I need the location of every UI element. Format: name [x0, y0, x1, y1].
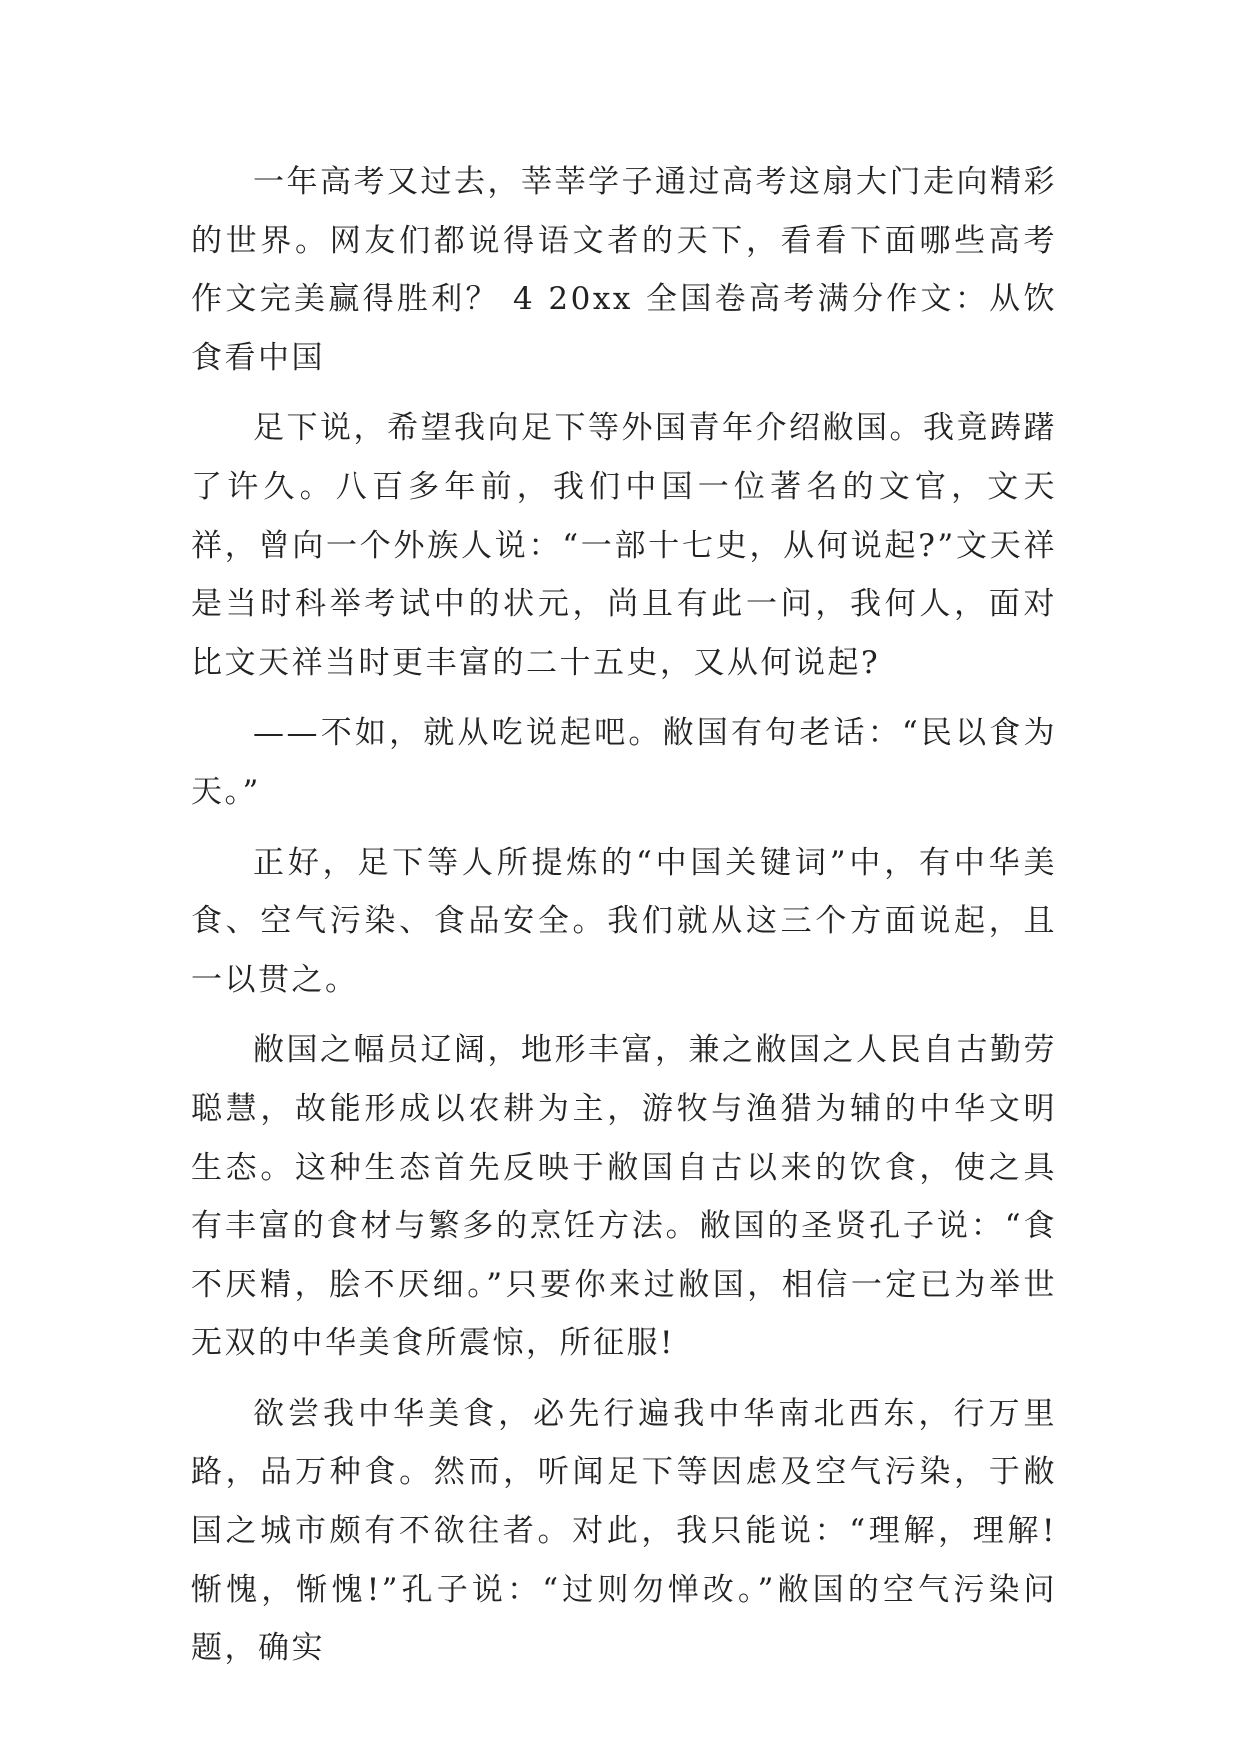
paragraph-6: 欲尝我中华美食，必先行遍我中华南北西东，行万里路，品万种食。然而，听闻足下等因虑及空气污染，于敝国之城市颇有不欲往者。对此，我只能说：“理解，理解!惭愧，惭愧!”孔子说：“过则勿惮改。”敝国的空气污染问题，确实 — [191, 1395, 1057, 1667]
paragraph-2: 足下说，希望我向足下等外国青年介绍敝国。我竟踌躇了许久。八百多年前，我们中国一位著名的文官，文天祥，曾向一个外族人说：“一部十七史，从何说起?”文天祥是当时科举考试中的状元，尚且有此一问，我何人，面对比文天祥当时更丰富的二十五史，又从何说起? — [191, 410, 1057, 681]
paragraph-3: ——不如，就从吃说起吧。敝国有句老话：“民以食为天。” — [191, 715, 1057, 810]
paragraph-1: 一年高考又过去，莘莘学子通过高考这扇大门走向精彩的世界。网友们都说得语文者的天下，看看下面哪些高考作文完美赢得胜利？ 4 20xx 全国卷高考满分作文：从饮食看中国 — [191, 164, 1057, 376]
paragraph-5: 敝国之幅员辽阔，地形丰富，兼之敝国之人民自古勤劳聪慧，故能形成以农耕为主，游牧与渔猎为辅的中华文明生态。这种生态首先反映于敝国自古以来的饮食，使之具有丰富的食材与繁多的烹饪方法。敝国的圣贤孔子说：“食不厌精，脍不厌细。”只要你来过敝国，相信一定已为举世无双的中华美食所震惊，所征服! — [191, 1032, 1057, 1362]
document-body — [191, 153, 1057, 1690]
paragraph-4: 正好，足下等人所提炼的“中国关键词”中，有中华美食、空气污染、食品安全。我们就从这三个方面说起，且一以贯之。 — [191, 844, 1057, 998]
